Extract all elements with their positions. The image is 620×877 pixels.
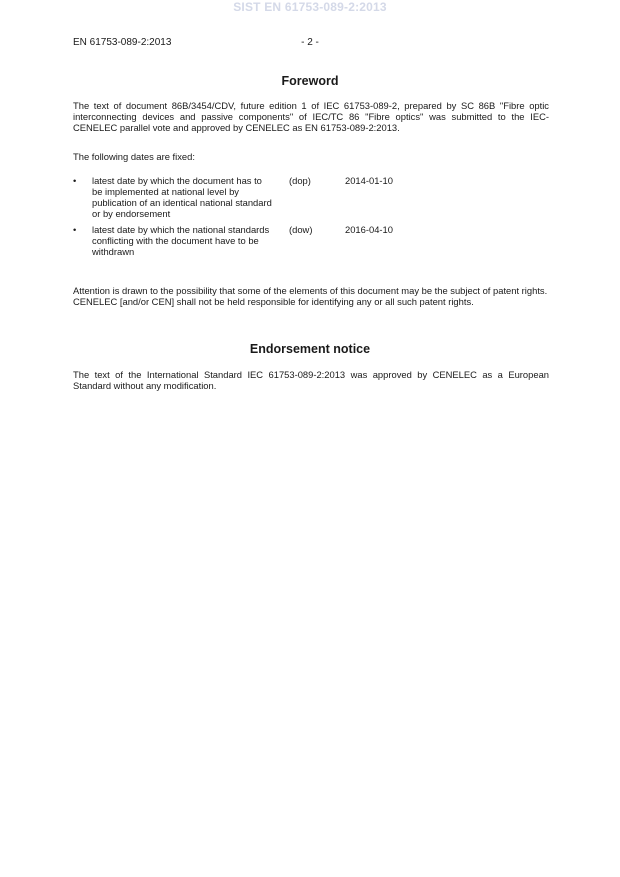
foreword-intro-paragraph: The text of document 86B/3454/CDV, future edition 1 of IEC 61753-089-2, prepared by SC 86B "Fibre optic interconnecting devices and passive components" of IEC/TC 86 "Fibre optics" was submitted to the IEC-CENELEC parallel vote and approved by CENELEC as EN 61753-089-2:2013. xyxy=(73,100,549,133)
date-item-date: 2014-01-10 xyxy=(345,175,393,186)
watermark: SIST EN 61753-089-2:2013 xyxy=(233,0,387,14)
date-item-description: latest date by which the national standards conflicting with the document have to be withdrawn xyxy=(92,224,270,257)
document-id: EN 61753-089-2:2013 xyxy=(73,37,172,48)
date-item-description: latest date by which the document has to be implemented at national level by publication of an identical national standard or by endorsement xyxy=(92,175,272,219)
page-number: - 2 - xyxy=(301,37,319,48)
endorsement-paragraph: The text of the International Standard IEC 61753-089-2:2013 was approved by CENELEC as a European Standard without any modification. xyxy=(73,369,549,391)
dates-intro: The following dates are fixed: xyxy=(73,151,195,162)
endorsement-title: Endorsement notice xyxy=(249,342,371,356)
date-item-code: (dop) xyxy=(289,175,311,186)
foreword-title: Foreword xyxy=(281,74,339,88)
date-item-date: 2016-04-10 xyxy=(345,224,393,235)
bullet-icon: • xyxy=(73,175,77,186)
bullet-icon: • xyxy=(73,224,77,235)
patent-paragraph: Attention is drawn to the possibility that some of the elements of this document may be the subject of patent rights. CENELEC [and/or CEN] shall not be held responsible for identifying any or all such patent rights. xyxy=(73,285,548,307)
date-item-code: (dow) xyxy=(289,224,313,235)
